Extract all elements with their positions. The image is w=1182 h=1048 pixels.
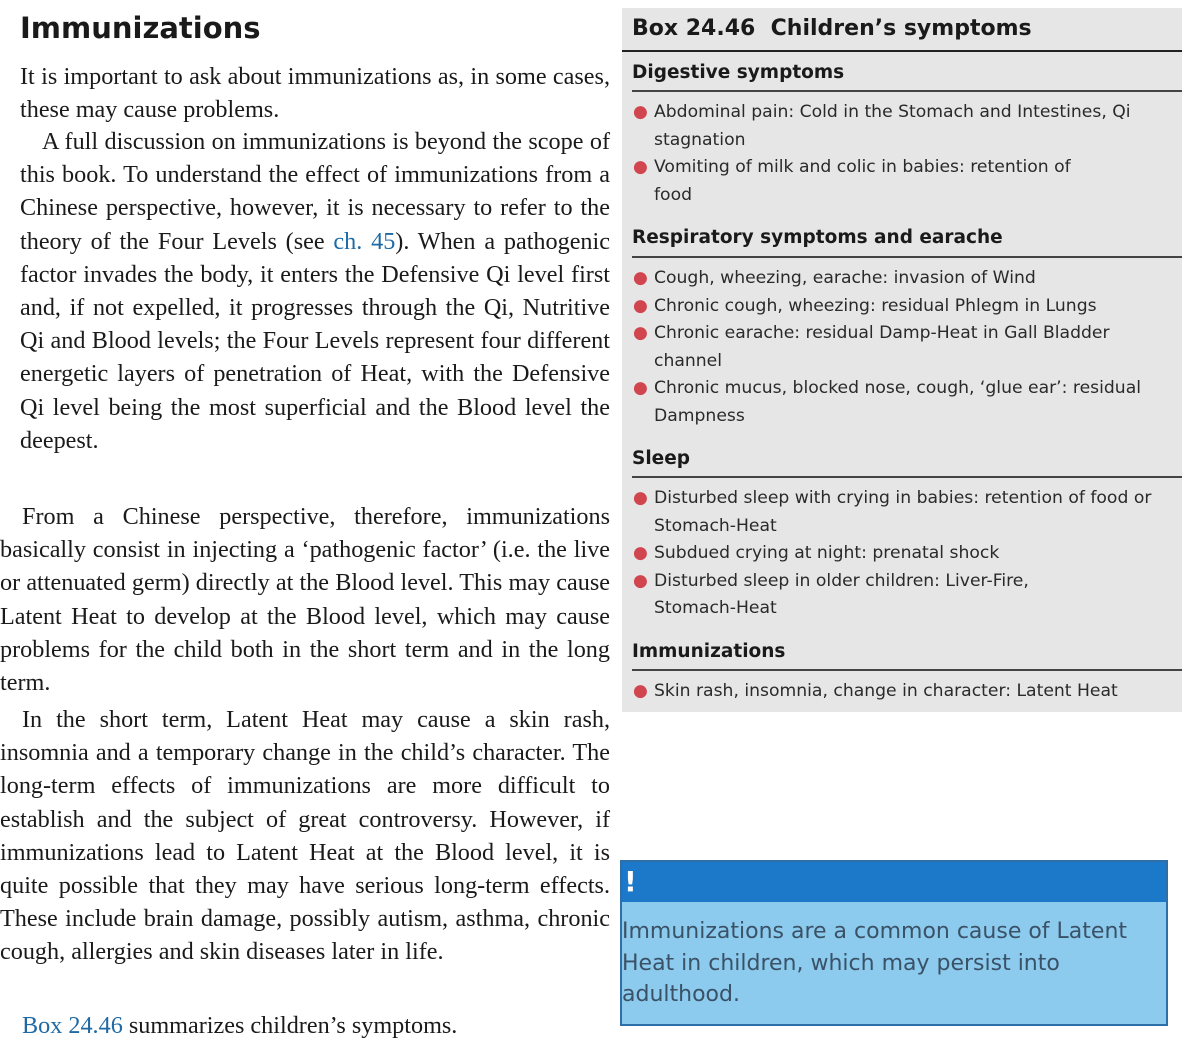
list-respiratory	[632, 265, 1177, 430]
paragraph-5	[0, 1009, 610, 1042]
subheading-immunizations: Immunizations	[632, 641, 786, 662]
bullet-icon: ●	[633, 543, 648, 563]
list-item	[632, 375, 1177, 430]
list-item	[632, 540, 1177, 568]
key-point-callout	[620, 860, 1168, 1026]
list-item	[632, 265, 1177, 293]
paragraph-2	[20, 125, 610, 457]
box-24-46-link[interactable]: Box 24.46	[22, 1012, 123, 1039]
paragraph-4: In the short term, Latent Heat may cause a skin rash, insomnia and a temporary change in the child’s character. The long-term effects of immunizations are more difficult to establish and the subject of great controversy. However, if immunizations lead to Latent Heat at the Blood level, it is quite possible that they may have serious long-term effects. These include brain damage, possibly autism, asthma, chronic cough, allergies and skin diseases later in life.	[0, 706, 610, 966]
list-item-text: Vomiting of milk and colic in babies: retention of food	[654, 157, 1071, 205]
list-item	[632, 154, 1177, 209]
callout-header	[622, 862, 1166, 902]
subheading-digestive: Digestive symptoms	[632, 62, 845, 83]
box-title	[632, 11, 1032, 47]
list-item-text: Cough, wheezing, earache: invasion of Wind	[654, 268, 1036, 288]
list-digestive	[632, 99, 1177, 209]
list-item	[632, 485, 1177, 540]
list-item-text: Chronic earache: residual Damp-Heat in Gall Bladder channel	[654, 323, 1110, 371]
subheading-rule	[632, 256, 1182, 258]
symptoms-box	[622, 8, 1182, 712]
paragraph-5-text: summarizes children’s symptoms.	[122, 1012, 458, 1039]
bullet-icon: ●	[633, 570, 648, 591]
list-item	[632, 678, 1177, 706]
subheading-rule	[632, 476, 1182, 478]
paragraph-3: From a Chinese perspective, therefore, immunizations basically consist in injecting a ‘pathogenic factor’ (i.e. the live or attenuated germ) directly at the Blood level. This may cause Latent Heat to develop at the Blood level, which may cause problems for the child both in the short term and in the long term.	[0, 503, 610, 697]
bullet-icon: ●	[633, 157, 648, 177]
bullet-icon: ●	[633, 102, 648, 122]
paragraph-2-text-b: ). When a pathogenic factor invades the body, it enters the Defensive Qi level first and, if not expelled, it progresses through the Qi, Nutritive Qi and Blood levels; the Four Levels represent four different energetic layers of penetration of Heat, with the Defensive Qi level being the most superficial and the Blood level the deepest.	[20, 227, 610, 454]
subheading-rule	[632, 90, 1182, 92]
box-number: Box 24.46	[632, 16, 756, 41]
list-item	[632, 320, 1177, 375]
bullet-icon: ●	[633, 378, 648, 398]
list-item	[632, 99, 1177, 154]
subheading-respiratory: Respiratory symptoms and earache	[632, 227, 1003, 248]
section-heading: Immunizations	[20, 11, 261, 45]
exclamation-icon: !	[624, 865, 637, 898]
bullet-icon: ●	[633, 268, 648, 288]
list-item-text: Subdued crying at night: prenatal shock	[654, 543, 1000, 563]
paragraph-1: It is important to ask about immunizations as, in some cases, these may cause problems.	[20, 63, 610, 124]
bullet-icon: ●	[633, 295, 648, 316]
box-title-text: Children’s symptoms	[770, 16, 1032, 41]
bullet-icon: ●	[633, 323, 648, 343]
bullet-icon: ●	[633, 681, 648, 701]
list-item	[632, 568, 1177, 623]
list-sleep	[632, 485, 1177, 623]
list-immunizations	[632, 678, 1177, 706]
subheading-rule	[632, 669, 1182, 671]
box-title-rule	[622, 50, 1182, 52]
callout-text: Immunizations are a common cause of Latent Heat in children, which may persist into adulthood.	[622, 919, 1128, 1007]
paragraph-2-text-a: A full discussion on immunizations is beyond the scope of this book. To understand the effect of immunizations from a Chinese perspective, however, it is necessary to refer to the theory of the Four Levels (see	[20, 128, 610, 255]
list-item-text: Abdominal pain: Cold in the Stomach and Intestines, Qi stagnation	[654, 102, 1131, 150]
list-item-text: Chronic cough, wheezing: residual Phlegm in Lungs	[654, 295, 1097, 316]
bullet-icon: ●	[633, 488, 648, 508]
list-item-text: Disturbed sleep in older children: Liver-Fire, Stomach-Heat	[654, 570, 1029, 618]
list-item	[632, 293, 1177, 321]
list-item-text: Chronic mucus, blocked nose, cough, ‘glue ear’: residual Dampness	[654, 378, 1142, 426]
subheading-sleep: Sleep	[632, 448, 691, 469]
list-item-text: Skin rash, insomnia, change in character: Latent Heat	[654, 681, 1118, 701]
chapter-45-link[interactable]: ch. 45	[333, 227, 396, 255]
list-item-text: Disturbed sleep with crying in babies: retention of food or Stomach-Heat	[654, 488, 1152, 536]
